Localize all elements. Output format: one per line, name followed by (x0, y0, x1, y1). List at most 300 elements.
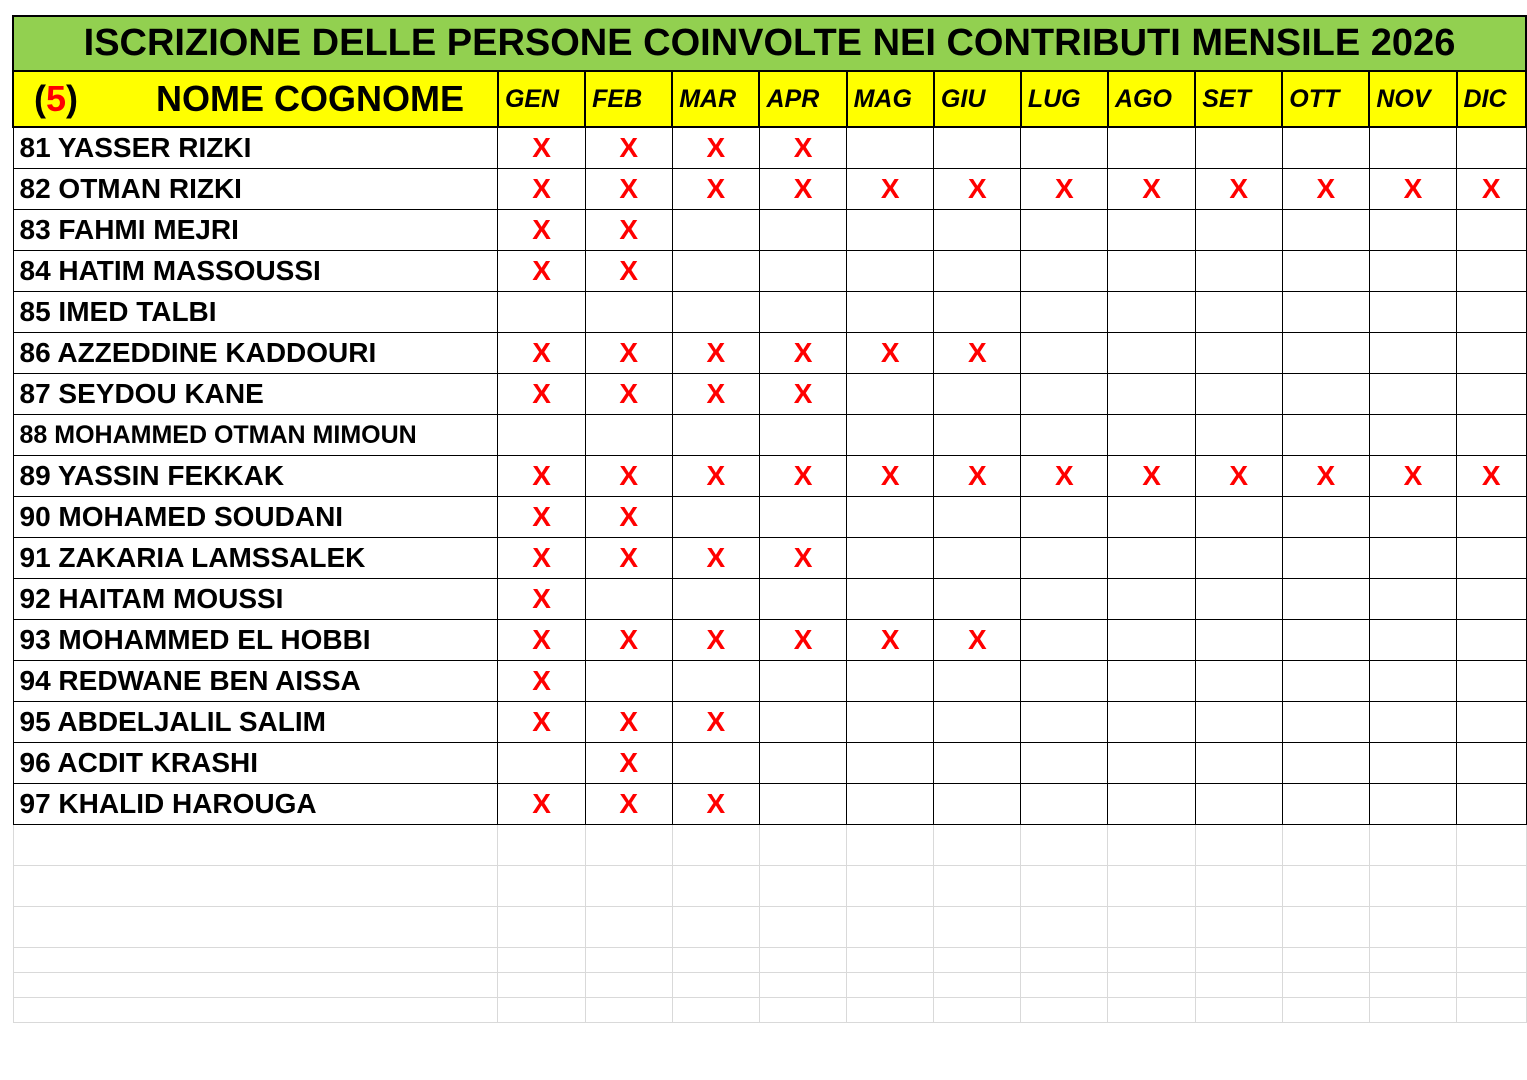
month-cell-set[interactable] (1195, 661, 1282, 702)
month-cell-lug[interactable] (1021, 374, 1108, 415)
month-header-mag[interactable]: MAG (847, 71, 934, 127)
month-cell-dic[interactable] (1457, 497, 1527, 538)
month-cell-gen[interactable]: X (498, 702, 585, 743)
month-cell-mar[interactable] (672, 661, 759, 702)
month-cell-giu[interactable] (934, 784, 1021, 825)
month-cell-feb[interactable] (585, 661, 672, 702)
month-cell-lug[interactable] (1021, 251, 1108, 292)
month-cell-gen[interactable]: X (498, 661, 585, 702)
empty-cell[interactable] (1369, 907, 1456, 948)
month-cell-mag[interactable] (847, 292, 934, 333)
month-cell-lug[interactable] (1021, 538, 1108, 579)
month-cell-ago[interactable] (1108, 784, 1195, 825)
empty-cell[interactable] (13, 948, 498, 973)
month-cell-gen[interactable] (498, 743, 585, 784)
empty-cell[interactable] (1457, 998, 1527, 1023)
month-cell-mar[interactable]: X (672, 538, 759, 579)
month-cell-mag[interactable]: X (847, 169, 934, 210)
month-cell-lug[interactable] (1021, 210, 1108, 251)
month-cell-set[interactable] (1195, 292, 1282, 333)
month-cell-ott[interactable] (1282, 415, 1369, 456)
month-header-nov[interactable]: NOV (1369, 71, 1456, 127)
empty-cell[interactable] (1282, 998, 1369, 1023)
month-cell-giu[interactable]: X (934, 333, 1021, 374)
empty-cell[interactable] (1369, 825, 1456, 866)
month-cell-lug[interactable] (1021, 497, 1108, 538)
month-cell-nov[interactable] (1369, 784, 1456, 825)
empty-cell[interactable] (585, 907, 672, 948)
month-cell-mag[interactable] (847, 661, 934, 702)
month-cell-ott[interactable] (1282, 374, 1369, 415)
month-cell-gen[interactable]: X (498, 784, 585, 825)
empty-cell[interactable] (1282, 825, 1369, 866)
month-cell-mar[interactable]: X (672, 456, 759, 497)
month-cell-ago[interactable] (1108, 497, 1195, 538)
month-cell-giu[interactable] (934, 251, 1021, 292)
month-cell-ago[interactable]: X (1108, 169, 1195, 210)
month-cell-dic[interactable]: X (1457, 456, 1527, 497)
person-name-cell[interactable]: 87 SEYDOU KANE (13, 374, 498, 415)
person-name-cell[interactable]: 82 OTMAN RIZKI (13, 169, 498, 210)
person-name-cell[interactable]: 85 IMED TALBI (13, 292, 498, 333)
month-cell-giu[interactable]: X (934, 620, 1021, 661)
month-cell-ott[interactable] (1282, 702, 1369, 743)
empty-cell[interactable] (1457, 866, 1527, 907)
empty-cell[interactable] (585, 998, 672, 1023)
month-header-gen[interactable]: GEN (498, 71, 585, 127)
month-cell-nov[interactable] (1369, 661, 1456, 702)
month-cell-gen[interactable] (498, 292, 585, 333)
month-cell-gen[interactable]: X (498, 579, 585, 620)
empty-cell[interactable] (498, 825, 585, 866)
empty-cell[interactable] (1195, 907, 1282, 948)
month-cell-gen[interactable]: X (498, 210, 585, 251)
month-cell-mag[interactable]: X (847, 333, 934, 374)
month-cell-lug[interactable] (1021, 415, 1108, 456)
month-cell-ago[interactable] (1108, 415, 1195, 456)
person-name-cell[interactable]: 83 FAHMI MEJRI (13, 210, 498, 251)
month-cell-mag[interactable] (847, 415, 934, 456)
empty-cell[interactable] (1195, 825, 1282, 866)
empty-cell[interactable] (1282, 973, 1369, 998)
month-cell-mar[interactable]: X (672, 620, 759, 661)
month-cell-dic[interactable] (1457, 251, 1527, 292)
month-cell-giu[interactable] (934, 374, 1021, 415)
month-cell-feb[interactable] (585, 292, 672, 333)
month-cell-giu[interactable]: X (934, 169, 1021, 210)
month-cell-dic[interactable] (1457, 743, 1527, 784)
month-cell-apr[interactable]: X (759, 620, 846, 661)
month-cell-set[interactable] (1195, 415, 1282, 456)
month-cell-ago[interactable] (1108, 292, 1195, 333)
month-cell-ago[interactable] (1108, 127, 1195, 169)
empty-cell[interactable] (934, 825, 1021, 866)
month-cell-feb[interactable]: X (585, 333, 672, 374)
person-name-cell[interactable]: 89 YASSIN FEKKAK (13, 456, 498, 497)
month-cell-set[interactable] (1195, 333, 1282, 374)
month-cell-apr[interactable]: X (759, 538, 846, 579)
month-cell-nov[interactable] (1369, 415, 1456, 456)
month-cell-nov[interactable] (1369, 292, 1456, 333)
month-cell-giu[interactable] (934, 702, 1021, 743)
month-cell-nov[interactable] (1369, 333, 1456, 374)
month-cell-ago[interactable] (1108, 620, 1195, 661)
month-cell-giu[interactable] (934, 415, 1021, 456)
month-cell-gen[interactable]: X (498, 538, 585, 579)
month-cell-feb[interactable]: X (585, 702, 672, 743)
month-cell-lug[interactable] (1021, 784, 1108, 825)
person-name-cell[interactable]: 88 MOHAMMED OTMAN MIMOUN (13, 415, 498, 456)
person-name-cell[interactable]: 90 MOHAMED SOUDANI (13, 497, 498, 538)
empty-cell[interactable] (847, 825, 934, 866)
empty-cell[interactable] (585, 973, 672, 998)
month-cell-nov[interactable] (1369, 743, 1456, 784)
empty-cell[interactable] (1457, 907, 1527, 948)
empty-cell[interactable] (847, 973, 934, 998)
month-cell-feb[interactable]: X (585, 784, 672, 825)
month-header-apr[interactable]: APR (759, 71, 846, 127)
month-cell-mag[interactable]: X (847, 620, 934, 661)
month-cell-giu[interactable] (934, 661, 1021, 702)
empty-cell[interactable] (585, 948, 672, 973)
month-cell-mar[interactable]: X (672, 169, 759, 210)
sheet-title[interactable]: ISCRIZIONE DELLE PERSONE COINVOLTE NEI CONTRIBUTI MENSILE 2026 (13, 16, 1526, 71)
empty-cell[interactable] (847, 948, 934, 973)
month-cell-ott[interactable] (1282, 333, 1369, 374)
empty-cell[interactable] (759, 998, 846, 1023)
empty-cell[interactable] (1021, 866, 1108, 907)
month-cell-lug[interactable] (1021, 579, 1108, 620)
month-cell-dic[interactable] (1457, 538, 1527, 579)
empty-cell[interactable] (759, 973, 846, 998)
month-cell-set[interactable] (1195, 620, 1282, 661)
month-cell-lug[interactable] (1021, 743, 1108, 784)
month-cell-ago[interactable] (1108, 743, 1195, 784)
empty-cell[interactable] (1021, 907, 1108, 948)
person-name-cell[interactable]: 93 MOHAMMED EL HOBBI (13, 620, 498, 661)
empty-cell[interactable] (1369, 866, 1456, 907)
month-cell-dic[interactable] (1457, 127, 1527, 169)
month-cell-feb[interactable]: X (585, 743, 672, 784)
empty-cell[interactable] (585, 825, 672, 866)
month-cell-set[interactable] (1195, 784, 1282, 825)
month-cell-giu[interactable] (934, 743, 1021, 784)
empty-cell[interactable] (1108, 825, 1195, 866)
empty-cell[interactable] (1457, 948, 1527, 973)
name-column-header[interactable] (13, 71, 498, 127)
empty-cell[interactable] (13, 973, 498, 998)
month-cell-ago[interactable] (1108, 702, 1195, 743)
person-name-cell[interactable]: 96 ACDIT KRASHI (13, 743, 498, 784)
month-cell-feb[interactable]: X (585, 620, 672, 661)
month-header-ago[interactable]: AGO (1108, 71, 1195, 127)
empty-cell[interactable] (934, 973, 1021, 998)
empty-cell[interactable] (13, 866, 498, 907)
empty-cell[interactable] (1108, 866, 1195, 907)
month-cell-feb[interactable]: X (585, 251, 672, 292)
empty-cell[interactable] (1108, 998, 1195, 1023)
month-cell-mag[interactable] (847, 538, 934, 579)
month-cell-dic[interactable] (1457, 210, 1527, 251)
month-cell-mag[interactable] (847, 784, 934, 825)
month-cell-lug[interactable] (1021, 333, 1108, 374)
month-cell-dic[interactable] (1457, 333, 1527, 374)
month-cell-apr[interactable]: X (759, 333, 846, 374)
month-cell-apr[interactable]: X (759, 374, 846, 415)
month-cell-gen[interactable]: X (498, 374, 585, 415)
month-cell-ago[interactable] (1108, 374, 1195, 415)
month-cell-ott[interactable] (1282, 784, 1369, 825)
month-cell-lug[interactable] (1021, 127, 1108, 169)
month-cell-set[interactable] (1195, 579, 1282, 620)
month-cell-mar[interactable]: X (672, 784, 759, 825)
empty-cell[interactable] (672, 973, 759, 998)
month-cell-ago[interactable] (1108, 333, 1195, 374)
month-cell-ago[interactable]: X (1108, 456, 1195, 497)
month-cell-ott[interactable] (1282, 127, 1369, 169)
month-cell-feb[interactable] (585, 579, 672, 620)
month-cell-nov[interactable] (1369, 497, 1456, 538)
month-cell-ott[interactable] (1282, 579, 1369, 620)
person-name-cell[interactable]: 95 ABDELJALIL SALIM (13, 702, 498, 743)
empty-cell[interactable] (759, 866, 846, 907)
empty-cell[interactable] (1282, 866, 1369, 907)
empty-cell[interactable] (13, 825, 498, 866)
month-header-lug[interactable]: LUG (1021, 71, 1108, 127)
month-cell-apr[interactable] (759, 702, 846, 743)
month-cell-apr[interactable] (759, 784, 846, 825)
month-cell-apr[interactable] (759, 292, 846, 333)
empty-cell[interactable] (1282, 948, 1369, 973)
month-cell-apr[interactable] (759, 415, 846, 456)
month-cell-dic[interactable] (1457, 784, 1527, 825)
month-cell-set[interactable] (1195, 210, 1282, 251)
month-cell-nov[interactable] (1369, 210, 1456, 251)
empty-cell[interactable] (759, 825, 846, 866)
month-cell-gen[interactable]: X (498, 620, 585, 661)
month-cell-mar[interactable]: X (672, 374, 759, 415)
month-cell-nov[interactable] (1369, 620, 1456, 661)
month-cell-apr[interactable] (759, 497, 846, 538)
month-cell-mag[interactable] (847, 743, 934, 784)
empty-cell[interactable] (934, 948, 1021, 973)
month-cell-mar[interactable]: X (672, 333, 759, 374)
month-cell-mar[interactable] (672, 292, 759, 333)
month-cell-lug[interactable] (1021, 702, 1108, 743)
month-cell-apr[interactable] (759, 210, 846, 251)
month-cell-nov[interactable] (1369, 579, 1456, 620)
person-name-cell[interactable]: 91 ZAKARIA LAMSSALEK (13, 538, 498, 579)
empty-cell[interactable] (585, 866, 672, 907)
month-cell-mar[interactable] (672, 497, 759, 538)
month-cell-feb[interactable]: X (585, 497, 672, 538)
empty-cell[interactable] (498, 973, 585, 998)
empty-cell[interactable] (847, 907, 934, 948)
month-cell-giu[interactable] (934, 210, 1021, 251)
month-cell-nov[interactable] (1369, 374, 1456, 415)
empty-cell[interactable] (672, 866, 759, 907)
month-header-dic[interactable]: DIC (1457, 71, 1527, 127)
month-cell-set[interactable] (1195, 497, 1282, 538)
month-cell-dic[interactable] (1457, 415, 1527, 456)
month-cell-set[interactable]: X (1195, 169, 1282, 210)
month-cell-dic[interactable]: X (1457, 169, 1527, 210)
month-cell-set[interactable] (1195, 743, 1282, 784)
empty-cell[interactable] (934, 907, 1021, 948)
month-cell-gen[interactable]: X (498, 127, 585, 169)
empty-cell[interactable] (498, 907, 585, 948)
month-cell-apr[interactable]: X (759, 127, 846, 169)
month-cell-ago[interactable] (1108, 661, 1195, 702)
month-cell-apr[interactable] (759, 743, 846, 784)
month-cell-giu[interactable] (934, 127, 1021, 169)
month-cell-lug[interactable] (1021, 292, 1108, 333)
month-cell-mar[interactable] (672, 210, 759, 251)
empty-cell[interactable] (1021, 825, 1108, 866)
empty-cell[interactable] (934, 998, 1021, 1023)
month-cell-gen[interactable]: X (498, 251, 585, 292)
empty-cell[interactable] (1108, 948, 1195, 973)
month-cell-feb[interactable]: X (585, 374, 672, 415)
month-cell-giu[interactable] (934, 579, 1021, 620)
month-cell-ott[interactable] (1282, 661, 1369, 702)
month-cell-dic[interactable] (1457, 702, 1527, 743)
month-header-ott[interactable]: OTT (1282, 71, 1369, 127)
month-cell-gen[interactable] (498, 415, 585, 456)
month-cell-dic[interactable] (1457, 661, 1527, 702)
month-cell-mag[interactable] (847, 210, 934, 251)
month-cell-ago[interactable] (1108, 210, 1195, 251)
month-cell-nov[interactable] (1369, 702, 1456, 743)
empty-cell[interactable] (1108, 907, 1195, 948)
empty-cell[interactable] (13, 907, 498, 948)
month-cell-mag[interactable]: X (847, 456, 934, 497)
month-cell-apr[interactable]: X (759, 169, 846, 210)
empty-cell[interactable] (672, 948, 759, 973)
person-name-cell[interactable]: 81 YASSER RIZKI (13, 127, 498, 169)
month-cell-mar[interactable]: X (672, 702, 759, 743)
empty-cell[interactable] (672, 998, 759, 1023)
month-cell-lug[interactable] (1021, 620, 1108, 661)
empty-cell[interactable] (1457, 973, 1527, 998)
empty-cell[interactable] (498, 998, 585, 1023)
month-cell-set[interactable] (1195, 251, 1282, 292)
month-cell-mag[interactable] (847, 251, 934, 292)
month-cell-apr[interactable] (759, 251, 846, 292)
month-cell-mar[interactable] (672, 579, 759, 620)
month-cell-feb[interactable]: X (585, 538, 672, 579)
month-cell-ott[interactable] (1282, 292, 1369, 333)
month-cell-nov[interactable] (1369, 251, 1456, 292)
empty-cell[interactable] (672, 907, 759, 948)
month-cell-ago[interactable] (1108, 579, 1195, 620)
month-cell-giu[interactable] (934, 497, 1021, 538)
month-header-feb[interactable]: FEB (585, 71, 672, 127)
month-cell-apr[interactable] (759, 579, 846, 620)
month-cell-ott[interactable] (1282, 743, 1369, 784)
person-name-cell[interactable]: 92 HAITAM MOUSSI (13, 579, 498, 620)
empty-cell[interactable] (13, 998, 498, 1023)
month-cell-dic[interactable] (1457, 579, 1527, 620)
month-cell-giu[interactable] (934, 292, 1021, 333)
month-cell-ott[interactable] (1282, 497, 1369, 538)
empty-cell[interactable] (1282, 907, 1369, 948)
month-cell-nov[interactable]: X (1369, 456, 1456, 497)
empty-cell[interactable] (1369, 998, 1456, 1023)
month-cell-feb[interactable] (585, 415, 672, 456)
month-cell-set[interactable] (1195, 538, 1282, 579)
month-cell-mag[interactable] (847, 127, 934, 169)
empty-cell[interactable] (498, 948, 585, 973)
month-cell-mar[interactable] (672, 251, 759, 292)
month-cell-ago[interactable] (1108, 538, 1195, 579)
month-cell-mag[interactable] (847, 497, 934, 538)
month-cell-lug[interactable]: X (1021, 169, 1108, 210)
month-cell-apr[interactable] (759, 661, 846, 702)
month-cell-lug[interactable]: X (1021, 456, 1108, 497)
month-cell-dic[interactable] (1457, 620, 1527, 661)
month-cell-dic[interactable] (1457, 374, 1527, 415)
month-cell-giu[interactable]: X (934, 456, 1021, 497)
month-cell-feb[interactable]: X (585, 127, 672, 169)
empty-cell[interactable] (1195, 948, 1282, 973)
month-cell-set[interactable] (1195, 127, 1282, 169)
empty-cell[interactable] (847, 998, 934, 1023)
month-cell-ott[interactable]: X (1282, 456, 1369, 497)
month-cell-set[interactable] (1195, 702, 1282, 743)
month-cell-mag[interactable] (847, 702, 934, 743)
month-cell-feb[interactable]: X (585, 210, 672, 251)
month-cell-gen[interactable]: X (498, 497, 585, 538)
month-cell-apr[interactable]: X (759, 456, 846, 497)
month-cell-dic[interactable] (1457, 292, 1527, 333)
month-cell-ott[interactable]: X (1282, 169, 1369, 210)
month-cell-giu[interactable] (934, 538, 1021, 579)
empty-cell[interactable] (1195, 866, 1282, 907)
month-cell-set[interactable] (1195, 374, 1282, 415)
person-name-cell[interactable]: 86 AZZEDDINE KADDOURI (13, 333, 498, 374)
person-name-cell[interactable]: 97 KHALID HAROUGA (13, 784, 498, 825)
empty-cell[interactable] (759, 948, 846, 973)
month-header-mar[interactable]: MAR (672, 71, 759, 127)
empty-cell[interactable] (1021, 948, 1108, 973)
month-cell-feb[interactable]: X (585, 169, 672, 210)
month-cell-gen[interactable]: X (498, 169, 585, 210)
month-cell-mar[interactable]: X (672, 127, 759, 169)
empty-cell[interactable] (847, 866, 934, 907)
empty-cell[interactable] (1457, 825, 1527, 866)
month-cell-ott[interactable] (1282, 210, 1369, 251)
empty-cell[interactable] (934, 866, 1021, 907)
empty-cell[interactable] (1108, 973, 1195, 998)
month-cell-nov[interactable]: X (1369, 169, 1456, 210)
month-cell-set[interactable]: X (1195, 456, 1282, 497)
month-cell-lug[interactable] (1021, 661, 1108, 702)
empty-cell[interactable] (1195, 973, 1282, 998)
empty-cell[interactable] (1369, 973, 1456, 998)
month-cell-mag[interactable] (847, 579, 934, 620)
empty-cell[interactable] (759, 907, 846, 948)
month-header-giu[interactable]: GIU (934, 71, 1021, 127)
month-cell-ago[interactable] (1108, 251, 1195, 292)
month-cell-mar[interactable] (672, 743, 759, 784)
month-cell-mar[interactable] (672, 415, 759, 456)
month-cell-nov[interactable] (1369, 538, 1456, 579)
empty-cell[interactable] (1195, 998, 1282, 1023)
empty-cell[interactable] (1369, 948, 1456, 973)
month-cell-mag[interactable] (847, 374, 934, 415)
person-name-cell[interactable]: 94 REDWANE BEN AISSA (13, 661, 498, 702)
